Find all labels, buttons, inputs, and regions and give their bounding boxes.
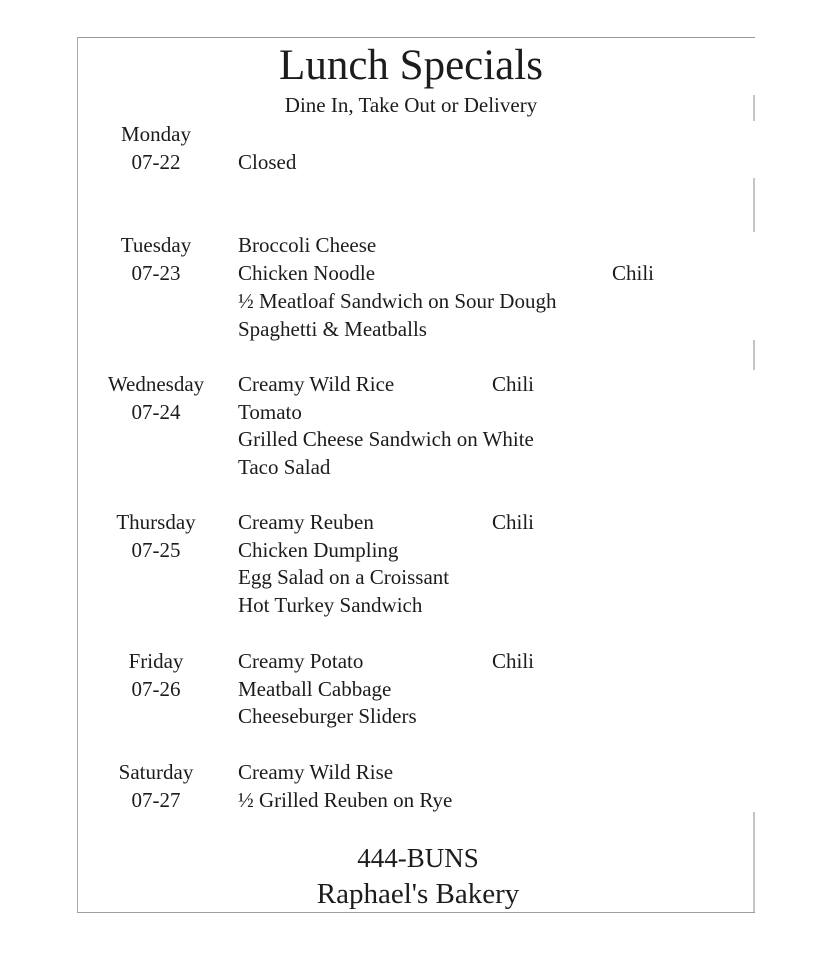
menu-item: Cheeseburger Sliders [238,704,417,728]
menu-item: Meatball Cabbage [238,677,392,701]
right-edge-mark [753,340,755,370]
menu-subtitle: Dine In, Take Out or Delivery [284,93,538,117]
menu-title: Lunch Specials [279,42,543,89]
chili-label: Chili [492,372,535,396]
menu-item: Taco Salad [238,455,331,479]
day-date-thursday: 07-25 [131,538,181,562]
chili-label: Chili [612,261,655,285]
menu-item: Grilled Cheese Sandwich on White [238,427,534,451]
menu-item: Egg Salad on a Croissant [238,565,450,589]
day-date-friday: 07-26 [131,677,181,701]
day-name-thursday: Thursday [116,510,196,534]
business-name: Raphael's Bakery [316,878,520,910]
day-date-wednesday: 07-24 [131,400,181,424]
day-date-saturday: 07-27 [131,788,181,812]
day-name-saturday: Saturday [118,760,194,784]
chili-label: Chili [492,510,535,534]
day-name-tuesday: Tuesday [120,233,192,257]
menu-item: Creamy Wild Rise [238,760,394,784]
day-date-monday: 07-22 [131,150,181,174]
menu-item: Hot Turkey Sandwich [238,593,423,617]
menu-item: Chicken Dumpling [238,538,399,562]
menu-item: Spaghetti & Meatballs [238,317,427,341]
menu-item: Chicken Noodle [238,261,376,285]
day-name-friday: Friday [128,649,184,673]
day-name-monday: Monday [121,122,191,146]
menu-item: Broccoli Cheese [238,233,377,257]
menu-item: Creamy Potato [238,649,364,673]
right-edge-mark [753,178,755,232]
menu-item: ½ Meatloaf Sandwich on Sour Dough [238,289,557,313]
menu-item: Creamy Wild Rice [238,372,395,396]
phone-number: 444-BUNS [357,843,479,873]
menu-item: ½ Grilled Reuben on Rye [238,788,453,812]
day-date-tuesday: 07-23 [131,261,181,285]
menu-item: Tomato [238,400,302,424]
day-name-wednesday: Wednesday [107,372,205,396]
chili-label: Chili [492,649,535,673]
menu-item: Closed [238,150,297,174]
menu-item: Creamy Reuben [238,510,374,534]
